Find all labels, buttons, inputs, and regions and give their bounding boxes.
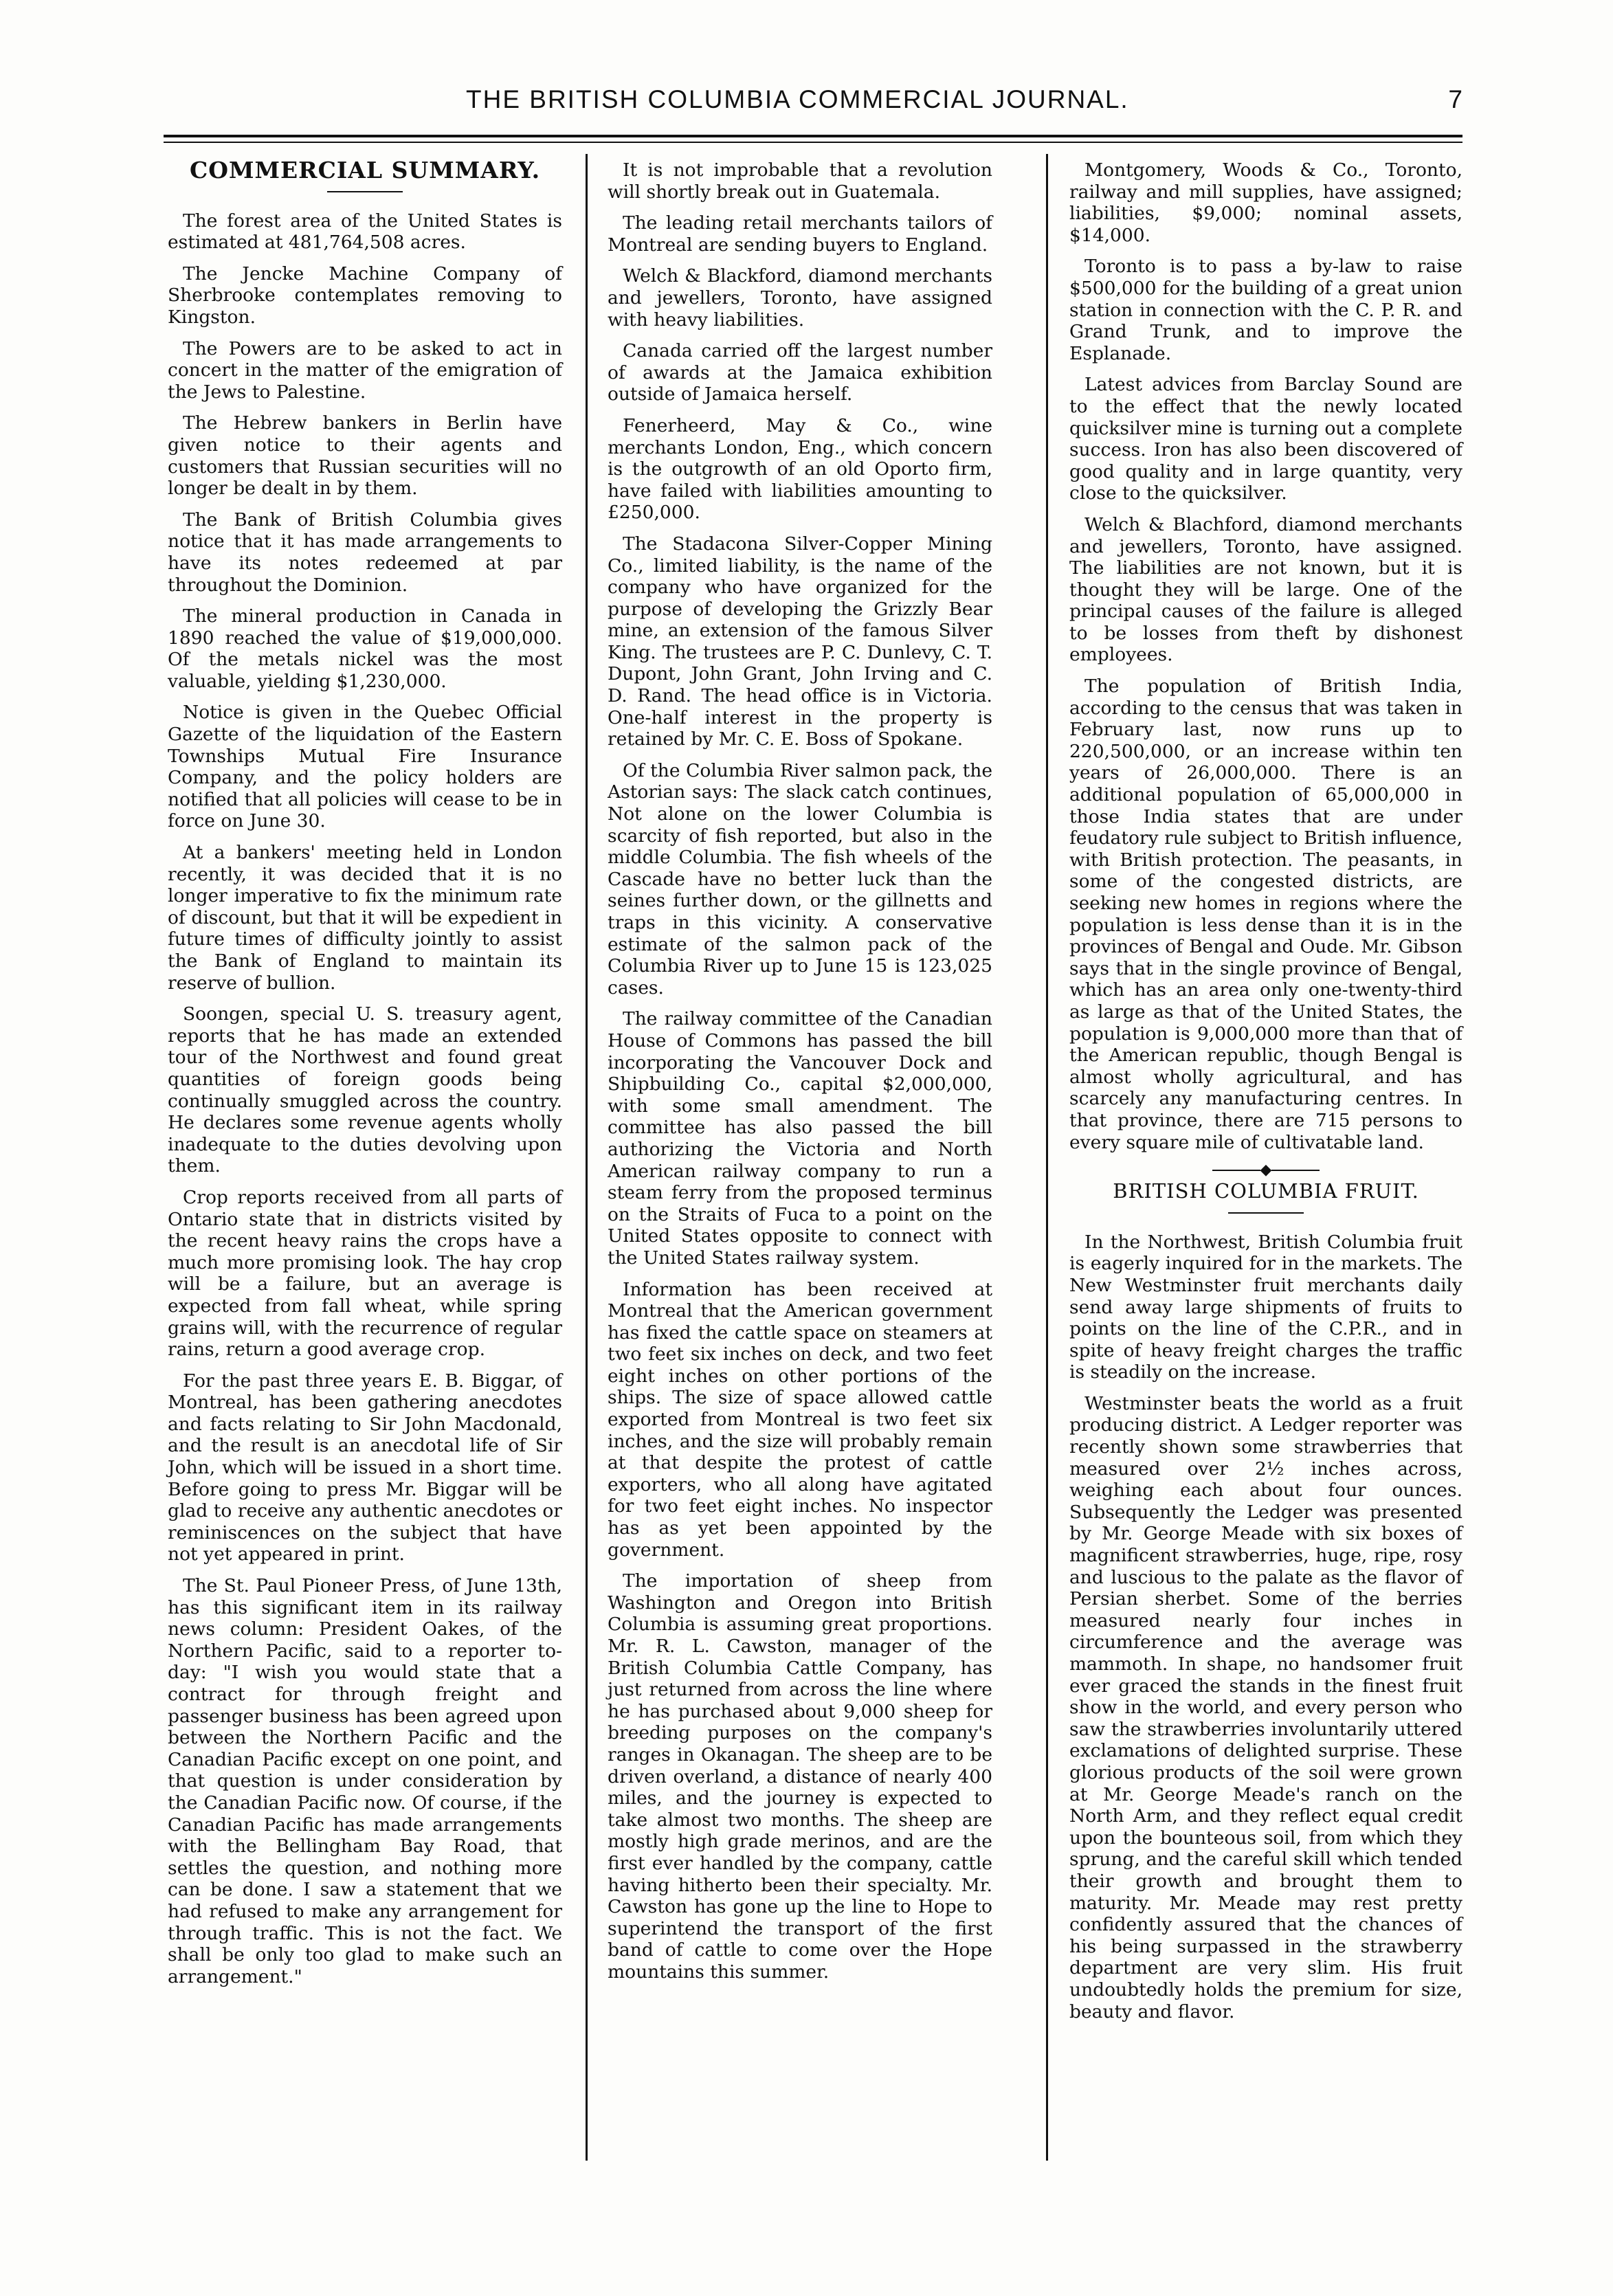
- news-item: At a bankers' meeting held in London recently, it was decided that it is no longer imperative to fix the minimum rate of discount, but that it will be expedient in future times of difficulty jointly to assist the Bank of England to maintain its reserve of bullion.: [168, 842, 562, 994]
- news-item: Soongen, special U. S. treasury agent, reports that he has made an extended tour of the Northwest and found great quantities of foreign goods being continually smuggled across the country. He declares some revenue agents wholly inadequate to the duties devolving upon them.: [168, 1003, 562, 1177]
- column-1: [168, 159, 562, 1997]
- news-item: Welch & Blackford, diamond merchants and jewellers, Toronto, have assigned with heavy liabilities.: [608, 265, 992, 331]
- news-item: For the past three years E. B. Biggar, of Montreal, has been gathering anecdotes and facts relating to Sir John Macdonald, and the result is an anecdotal life of Sir John, which will be issued in a short time. Before going to press Mr. Biggar will be glad to receive any authentic anecdotes or reminiscences on the subject that have not yet appeared in print.: [168, 1370, 562, 1565]
- news-item: The St. Paul Pioneer Press, of June 13th, has this significant item in its railway news column: President Oakes, of the Northern Pacific, said to a reporter to-day: "I wish you would state that a contract for through freight and passenger business has been agreed upon between the Northern Pacific and the Canadian Pacific except on one point, and that question is under consideration by the Canadian Pacific now. Of course, if the Canadian Pacific has made arrangements with the Bellingham Bay Road, that settles the question, and nothing more can be done. I saw a statement that we had refused to make any arrangement for through traffic. This is not the fact. We shall be only too glad to make such an arrangement.": [168, 1575, 562, 1987]
- column-2: [608, 159, 992, 1993]
- page-number: 7: [1448, 85, 1462, 113]
- heading-rule: [1228, 1212, 1304, 1214]
- column-3: [1069, 159, 1462, 2032]
- news-item: Information has been received at Montreal that the American government has fixed the cattle space on steamers at two feet six inches on deck, and two feet eight inches on other portions of the ships. The size of space allowed cattle exported from Montreal is two feet six inches, and the size will probably remain at that despite the protest of cattle exporters, who all along have agitated for two feet eight inches. No inspector has as yet been appointed by the government.: [608, 1278, 992, 1561]
- news-item: Notice is given in the Quebec Official Gazette of the liquidation of the Eastern Townships Mutual Fire Insurance Company, and the policy holders are notified that all policies will cease to be in force on June 30.: [168, 702, 562, 832]
- news-item: The forest area of the United States is estimated at 481,764,508 acres.: [168, 210, 562, 254]
- news-item: Of the Columbia River salmon pack, the Astorian says: The slack catch continues, Not alone on the lower Columbia is scarcity of fish reported, but also in the middle Columbia. The fish wheels of the Cascade have no better luck than the seines further down, or the gillnetts and traps in this vicinity. A conservative estimate of the salmon pack of the Columbia River up to June 15 is 123,025 cases.: [608, 759, 992, 999]
- column-divider: [1046, 154, 1048, 2161]
- news-item: The railway committee of the Canadian House of Commons has passed the bill incorporating the Vancouver Dock and Shipbuilding Co., capital $2,000,000, with some small amendment. The committee has also passed the bill authorizing the Victoria and North American railway company to run a steam ferry from the proposed terminus on the Straits of Fuca to a point on the United States opposite to connect with the United States railway system.: [608, 1008, 992, 1269]
- news-item: The importation of sheep from Washington and Oregon into British Columbia is assuming great proportions. Mr. R. L. Cawston, manager of the British Columbia Cattle Company, has just returned from across the line where he has purchased about 9,000 sheep for breeding purposes on the company's ranges in Okanagan. The sheep are to be driven overland, a distance of nearly 400 miles, and the journey is expected to take almost two months. The sheep are mostly high grade merinos, and are the first ever handled by the company, cattle having hitherto been their specialty. Mr. Cawston has gone up the line to Hope to superintend the transport of the first band of cattle to come over the Hope mountains this summer.: [608, 1570, 992, 1983]
- news-item: Crop reports received from all parts of Ontario state that in districts visited by the recent heavy rains the crops have a much more promising look. The hay crop will be a failure, but an average is expected from fall wheat, while spring grains will, with the recurrence of regular rains, return a good average crop.: [168, 1186, 562, 1361]
- news-item: Welch & Blachford, diamond merchants and jewellers, Toronto, have assigned. The liabilities are not known, but it is thought they will be large. One of the principal causes of the failure is alleged to be losses from theft by dishonest employees.: [1069, 513, 1462, 666]
- news-item: The Stadacona Silver-Copper Mining Co., limited liability, is the name of the company who have organized for the purpose of developing the Grizzly Bear mine, an extension of the famous Silver King. The trustees are P. C. Dunlevy, C. T. Dupont, John Grant, John Irving and C. D. Rand. The head office is in Victoria. One-half interest in the property is retained by Mr. C. E. Boss of Spokane.: [608, 533, 992, 750]
- news-item: In the Northwest, British Columbia fruit is eagerly inquired for in the markets. The New Westminster fruit merchants daily send away large shipments of fruits to points on the line of the C.P.R., and in spite of heavy freight charges the traffic is steadily on the increase.: [1069, 1231, 1462, 1383]
- news-item: Fenerheerd, May & Co., wine merchants London, Eng., which concern is the outgrowth of an old Oporto firm, have failed with liabilities amounting to £250,000.: [608, 414, 992, 524]
- news-item: Latest advices from Barclay Sound are to the effect that the newly located quicksilver mine is turning out a complete success. Iron has also been discovered of good quality and in large quantity, very close to the quicksilver.: [1069, 374, 1462, 504]
- news-item: Montgomery, Woods & Co., Toronto, railway and mill supplies, have assigned; liabilities, $9,000; nominal assets, $14,000.: [1069, 159, 1462, 246]
- news-item: The Bank of British Columbia gives notice that it has made arrangements to have its notes redeemed at par throughout the Dominion.: [168, 509, 562, 596]
- news-item: It is not improbable that a revolution will shortly break out in Guatemala.: [608, 159, 992, 203]
- heading-rule: [327, 191, 403, 192]
- header-rule-thick: [164, 135, 1462, 137]
- header-rule-thin: [164, 142, 1462, 143]
- news-item: The Jencke Machine Company of Sherbrooke contemplates removing to Kingston.: [168, 263, 562, 328]
- news-item: The Hebrew bankers in Berlin have given notice to their agents and customers that Russian securities will no longer be dealt in by them.: [168, 412, 562, 500]
- column-divider: [586, 154, 588, 2161]
- news-item: Toronto is to pass a by-law to raise $500,000 for the building of a great union station in connection with the C. P. R. and Grand Trunk, and to improve the Esplanade.: [1069, 256, 1462, 364]
- section-heading-british-columbia-fruit: BRITISH COLUMBIA FRUIT.: [1113, 1179, 1419, 1203]
- journal-title: THE BRITISH COLUMBIA COMMERCIAL JOURNAL.: [466, 85, 1129, 113]
- news-item: The leading retail merchants tailors of Montreal are sending buyers to England.: [608, 212, 992, 256]
- news-item: The population of British India, according to the census that was taken in February last, now runs up to 220,500,000, or an increase within ten years of 26,000,000. There is an additional population of 65,000,000 in those India states that are under feudatory rule subject to British influence, with British protection. The peasants, in some of the congested districts, are seeking new homes in regions where the population is less dense than it is in the provinces of Bengal and Oude. Mr. Gibson says that in the single province of Bengal, which has an area only one-twenty-third as large as that of the United States, the population is 9,000,000 more than that of the American republic, though Bengal is almost wholly agricultural, and has scarcely any manufacturing centres. In that province, there are 715 persons to every square mile of cultivatable land.: [1069, 676, 1462, 1153]
- section-ornament: ◆: [1069, 1163, 1462, 1178]
- page-header: [164, 82, 1462, 124]
- section-heading-commercial-summary: COMMERCIAL SUMMARY.: [189, 157, 541, 183]
- news-item: Canada carried off the largest number of awards at the Jamaica exhibition outside of Jamaica herself.: [608, 340, 992, 405]
- news-item: The Powers are to be asked to act in concert in the matter of the emigration of the Jews to Palestine.: [168, 337, 562, 403]
- news-item: Westminster beats the world as a fruit producing district. A Ledger reporter was recently shown some strawberries that measured over 2½ inches across, weighing each about four ounces. Subsequently the Ledger was presented by Mr. George Meade with six boxes of magnificent strawberries, huge, ripe, rosy and luscious to the palate as the flavor of Persian sherbet. Some of the berries measured nearly four inches in circumference and the average was mammoth. In shape, no handsomer fruit ever graced the stands in the finest fruit show in the world, and every person who saw the strawberries involuntarily uttered exclamations of delighted surprise. These glorious products of the soil were grown at Mr. George Meade's ranch on the North Arm, and they reflect equal credit upon the bounteous soil, from which they sprung, and the careful skill which tended their growth and brought them to maturity. Mr. Meade may rest pretty confidently assured that the chances of his being surpassed in the strawberry department are very slim. His fruit undoubtedly holds the premium for size, beauty and flavor.: [1069, 1392, 1462, 2022]
- news-item: The mineral production in Canada in 1890 reached the value of $19,000,000. Of the metals nickel was the most valuable, yielding $1,230,000.: [168, 605, 562, 692]
